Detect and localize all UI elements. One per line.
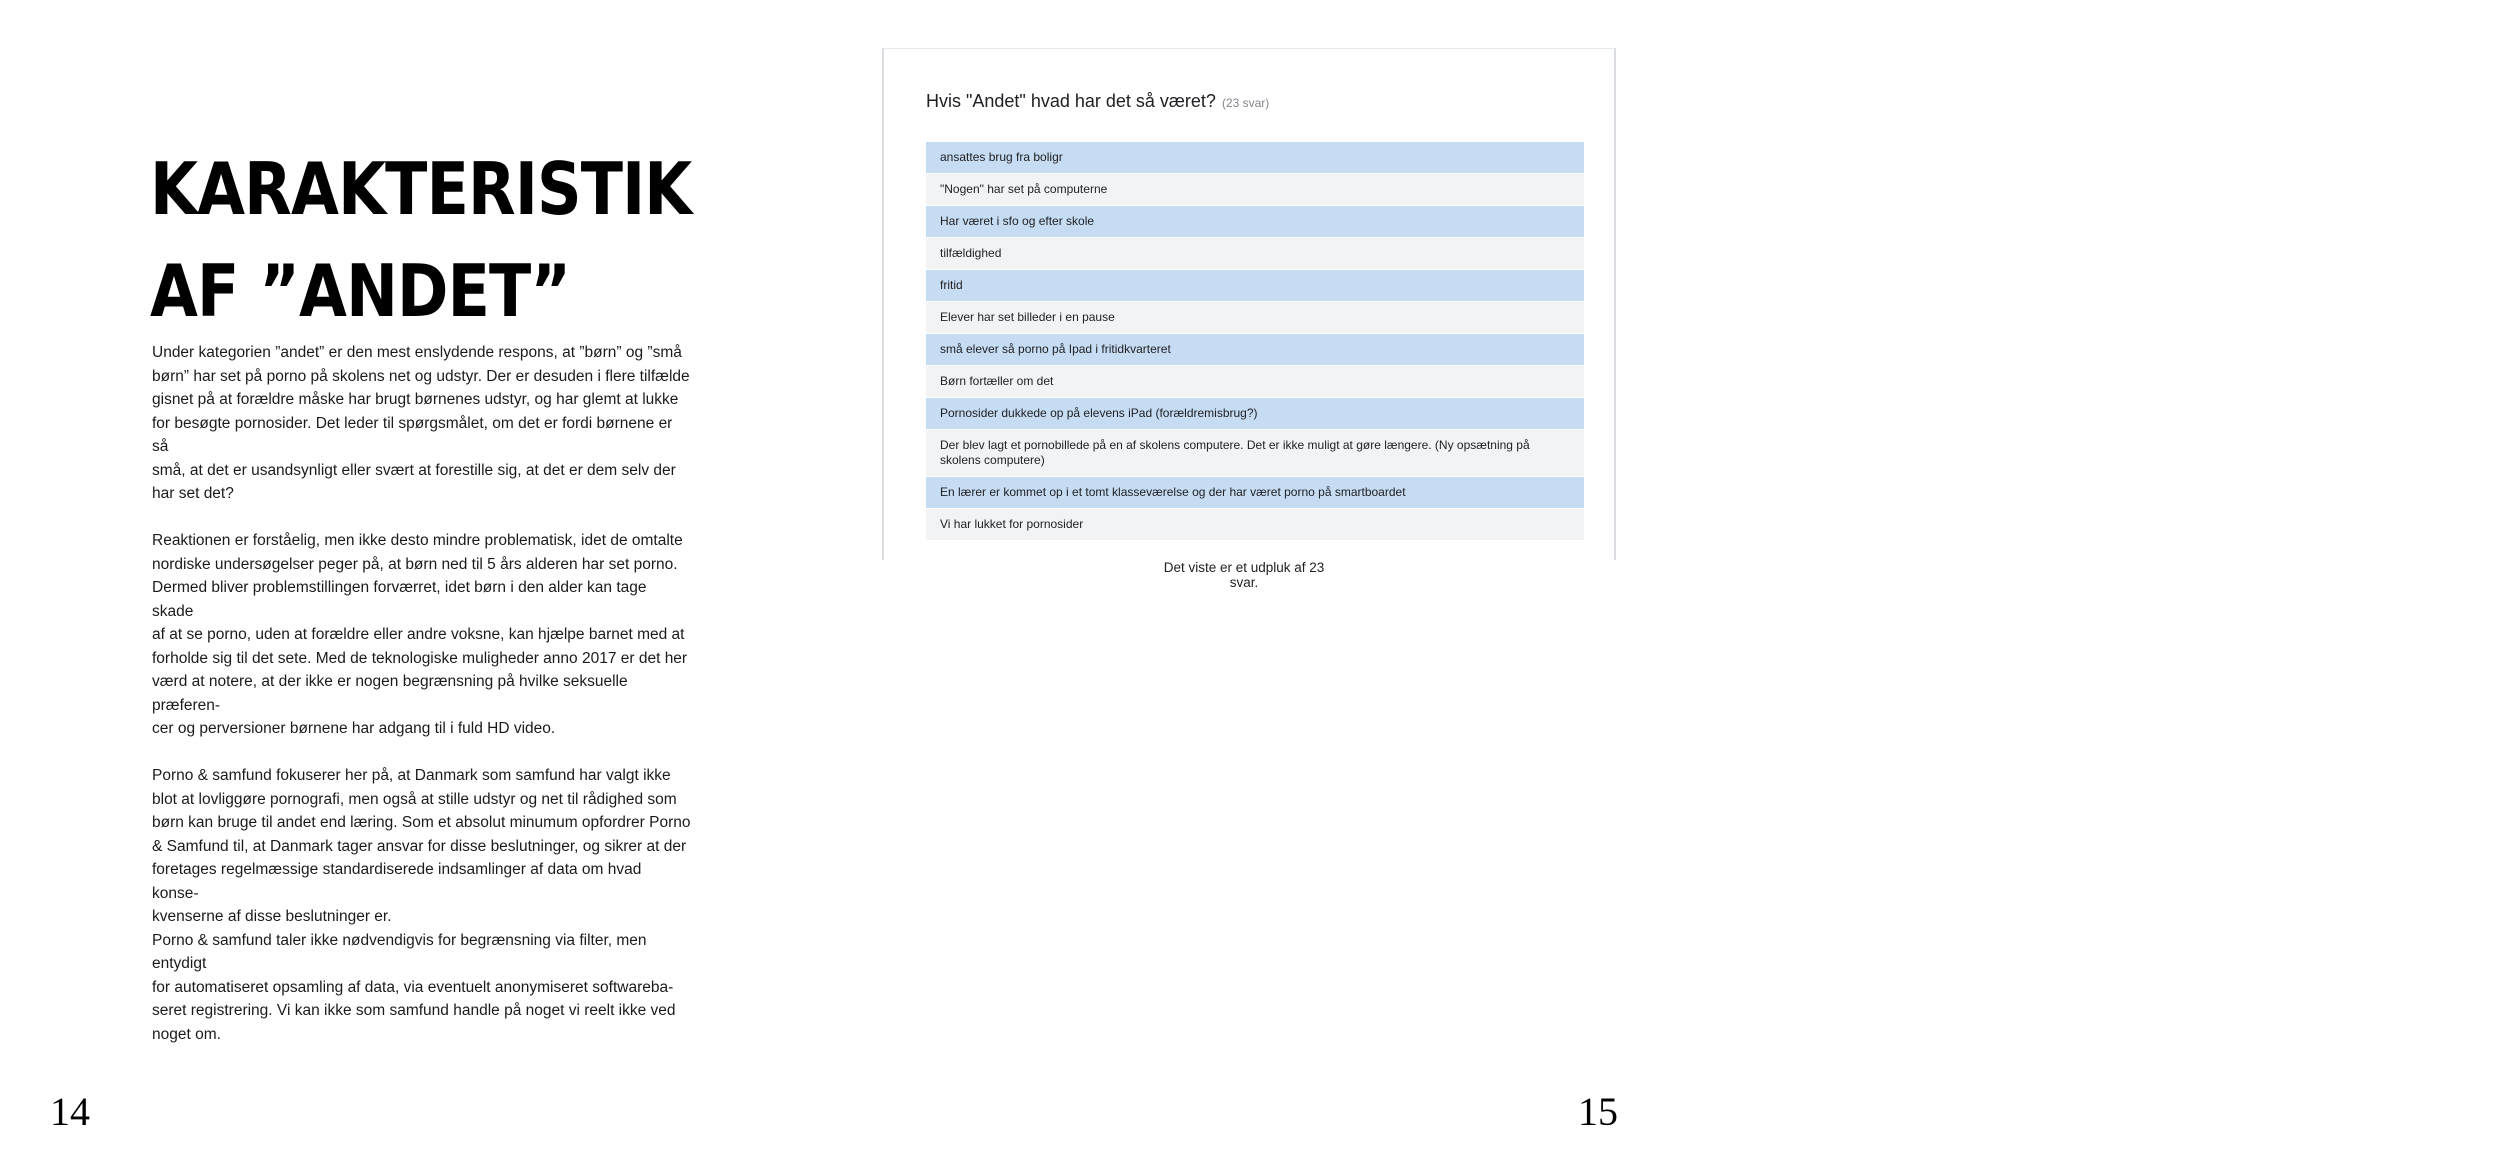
response-item: ansattes brug fra boligr bbox=[926, 142, 1584, 173]
screenshot-caption: Det viste er et udpluk af 23 svar. bbox=[1163, 560, 1325, 590]
paragraph-1: Under kategorien ”andet” er den mest enslydende respons, at ”børn” og ”små børn” har set på porno på skolens net og udstyr. Der er desuden i flere tilfælde gisnet på at forældre måske har brugt børnenes udstyr, og har glemt at lukke for besøgte pornosider. Det leder til spørgsmålet, om det er fordi børnene er så små, at det er usandsynligt eller svært at forestille sig, at det er dem selv der har set det? bbox=[152, 344, 690, 502]
heading-line-2: AF ”ANDET” bbox=[150, 249, 571, 333]
survey-question-title bbox=[926, 91, 1269, 112]
response-count: (23 svar) bbox=[1221, 96, 1270, 110]
response-item: Pornosider dukkede op på elevens iPad (forældremisbrug?) bbox=[926, 397, 1584, 429]
response-item: tilfældighed bbox=[926, 237, 1584, 269]
page-number-right: 15 bbox=[1578, 1089, 1618, 1134]
response-item: fritid bbox=[926, 269, 1584, 301]
response-list bbox=[926, 142, 1584, 531]
paragraph-4: Porno & samfund taler ikke nødvendigvis for begrænsning via filter, men entydigt for automatiseret opsamling af data, via eventuelt anonymiseret softwareba- seret registrering. Vi kan ikke som samfund handle på noget vi reelt ikke ved noget om. bbox=[152, 931, 676, 1043]
survey-screenshot bbox=[882, 48, 1616, 560]
page-number-left: 14 bbox=[50, 1089, 90, 1134]
response-item: Elever har set billeder i en pause bbox=[926, 301, 1584, 333]
page-heading bbox=[150, 138, 691, 342]
body-text bbox=[152, 341, 692, 1046]
paragraph-3: Porno & samfund fokuserer her på, at Danmark som samfund har valgt ikke blot at lovliggøre pornografi, men også at stille udstyr og net til rådighed som børn kan bruge til andet end læring. Som et absolut minumum opfordrer Porno & Samfund til, at Danmark tager ansvar for disse beslutninger, og sikrer at der foretages regelmæssige standardiserede indsamlinger af data om hvad konse- kvenserne af disse beslutninger er. bbox=[152, 767, 691, 925]
response-item: små elever så porno på Ipad i fritidkvarteret bbox=[926, 333, 1584, 365]
paragraph-2: Reaktionen er forståelig, men ikke desto mindre problematisk, idet de omtalte nordiske undersøgelser peger på, at børn ned til 5 års alderen har set porno. Dermed bliver problemstillingen forværret, idet børn i den alder kan tage skade af at se porno, uden at forældre eller andre voksne, kan hjælpe barnet med at forholde sig til det sete. Med de teknologiske muligheder anno 2017 er det her værd at notere, at der ikke er nogen begrænsning på hvilke seksuelle præferen- cer og perversioner børnene har adgang til i fuld HD video. bbox=[152, 532, 688, 737]
response-item: En lærer er kommet op i et tomt klasseværelse og der har været porno på smartboardet bbox=[926, 476, 1584, 508]
response-item: Vi har lukket for pornosider bbox=[926, 508, 1584, 540]
response-item: "Nogen" har set på computerne bbox=[926, 173, 1584, 205]
heading-line-1: KARAKTERISTIK bbox=[150, 147, 692, 231]
response-item: Har været i sfo og efter skole bbox=[926, 205, 1584, 237]
survey-question: Hvis "Andet" hvad har det så været? bbox=[926, 91, 1216, 111]
response-item: Der blev lagt et pornobillede på en af skolens computere. Det er ikke muligt at gøre længere. (Ny opsætning på skolens computere) bbox=[926, 429, 1584, 476]
response-item: Børn fortæller om det bbox=[926, 365, 1584, 397]
